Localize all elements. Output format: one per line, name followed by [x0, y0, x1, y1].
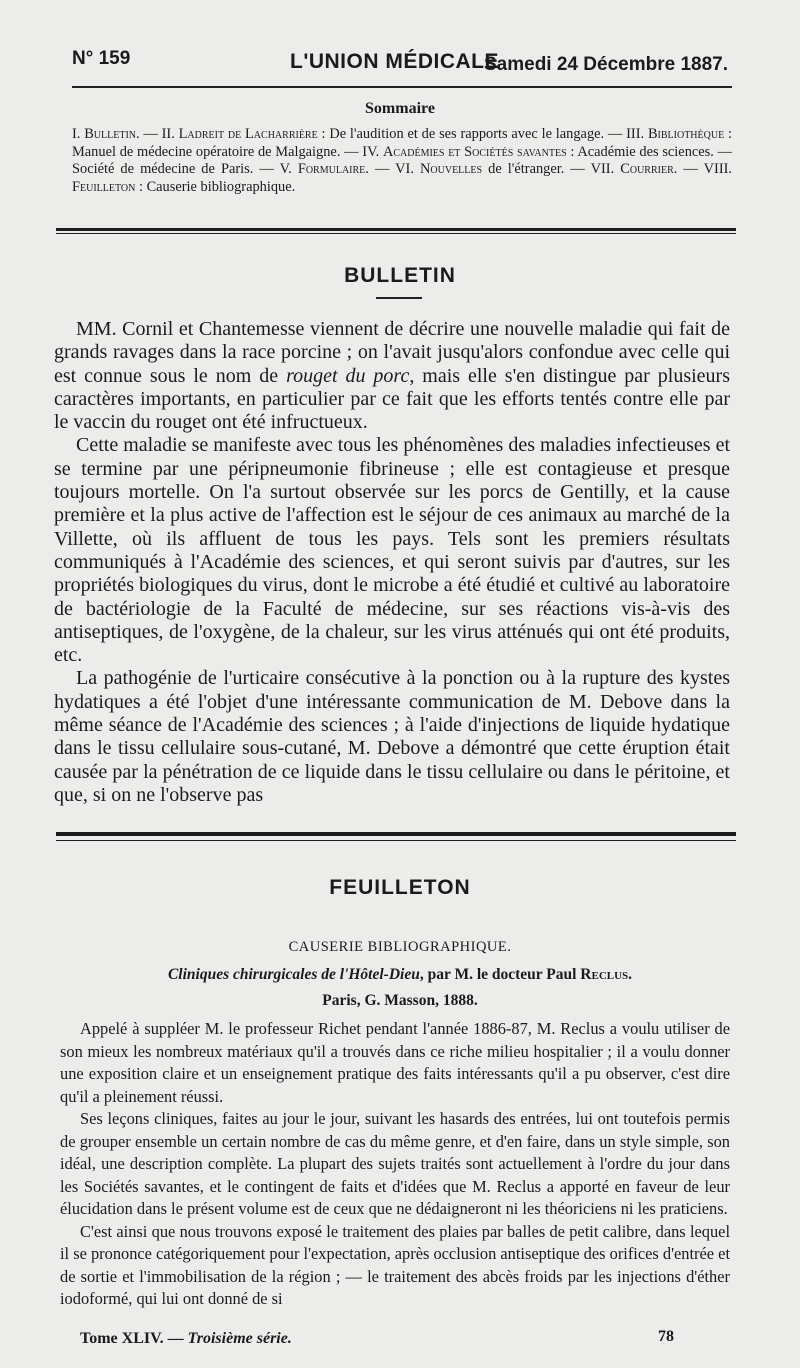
book-publisher: Paris, G. Masson, 1888.: [322, 992, 478, 1009]
sommaire-item: VIII. Feuilleton : Causerie bibliographique.: [72, 161, 733, 195]
book-reference: Cliniques chirurgicales de l'Hôtel-Dieu, par M. le docteur Paul Reclus.: [167, 966, 633, 983]
tome-series: Tome XLIV. — Troisième série.: [80, 1330, 292, 1347]
feuilleton-paragraph: Appelé à suppléer M. le professeur Richet pendant l'année 1886-87, M. Reclus a voulu utiliser de son mieux les nombreux matériaux qu'il a trouvés dans ce riche milieu hospitalier ; il a voulu donner une exposition claire et un enseignement pratique des faits intéressants qu'il a pu observer, c'est dire qu'il a pleinement réussi.: [60, 1019, 730, 1106]
feuilleton-paragraph: Ses leçons cliniques, faites au jour le jour, suivant les hasards des entrées, lui ont toutefois permis de grouper ensemble un certain nombre de cas du même genre, et d'en faire, dans un style simple, son idéal, une description complète. La plupart des sujets traités sont actuellement à l'ordre du jour dans les Sociétés savantes, et le contingent de faits et d'idées que M. Reclus a apporté en faveur de leur élucidation dans le présent volume est de ceux que ne dédaigneront ni les théoriciens ni les praticiens.: [60, 1109, 730, 1218]
sommaire-list: [72, 126, 732, 196]
issue-date-year: 1887.: [680, 54, 728, 75]
section-divider: [56, 228, 736, 231]
feuilleton-heading: FEUILLETON: [329, 876, 471, 899]
feuilleton-paragraph: C'est ainsi que nous trouvons exposé le traitement des plaies par balles de petit calibre, dans lequel il se prononce catégoriquement pour l'expectation, après occlusion antiseptique des orifices d'entrée et de sortie et l'immobilisation de la région ; — le traitement des abcès froids par les injections d'éther iodoformé, qui lui ont donné de si: [60, 1221, 730, 1308]
feuilleton-body: [60, 1018, 730, 1311]
feuilleton-divider: [56, 832, 736, 836]
bulletin-body: [54, 318, 730, 807]
journal-title: L'UNION MÉDICALE: [290, 50, 499, 73]
bulletin-paragraph: MM. Cornil et Chantemesse viennent de décrire une nouvelle maladie qui fait de grands ravages dans la race porcine ; on l'avait jusqu'alors confondue avec celle qui est connue sous le nom de rouget du porc, mais elle s'en distingue par plusieurs caractères importants, en particulier par ce fait que les efforts tentés contre elle par le vaccin du rouget ont été infructueux.: [54, 318, 730, 434]
bulletin-heading-rule: [376, 297, 422, 299]
sommaire-heading: Sommaire: [365, 100, 435, 117]
sommaire-item: II. Ladreit de Lacharrière : De l'audition et de ses rapports avec le langage. —: [161, 126, 627, 142]
page-number: 78: [658, 1328, 674, 1345]
feuilleton-divider-thin: [56, 840, 736, 841]
bulletin-paragraph: Cette maladie se manifeste avec tous les phénomènes des maladies infectieuses et se termine par une péripneumonie fibrineuse ; elle est contagieuse et presque toujours mortelle. On l'a surtout observée sur les porcs de Gentilly, et la cause première et la plus active de l'affection est le séjour de ces animaux au marché de la Villette, où ils affluent de tous les pays. Tels sont les premiers résultats communiqués à l'Académie des sciences, et qui seront suivis par d'autres, sur les propriétés biologiques du virus, dont le microbe a été étudié et cultivé au laboratoire de bactériologie de la Faculté de médecine, sur ses réactions vis-à-vis des antiseptiques, de l'oxygène, de la chaleur, sur les virus atténués qui ont été produits, etc.: [54, 434, 730, 667]
sommaire-item: VII. Courrier. —: [590, 161, 704, 177]
issue-number: N° 159: [72, 48, 131, 69]
section-divider-thin: [56, 233, 736, 234]
header-rule: [72, 86, 732, 88]
book-title: Cliniques chirurgicales de l'Hôtel-Dieu: [167, 966, 420, 983]
bulletin-heading: BULLETIN: [344, 264, 456, 287]
page-footer: [80, 1330, 680, 1354]
sommaire-item: IV. Académies et Sociétés savantes : Académie des sciences. — Société de médecine de Paris. —: [72, 143, 732, 177]
sommaire-item: V. Formulaire. —: [279, 161, 396, 177]
page-header: [72, 44, 732, 78]
feuilleton-subheading: CAUSERIE BIBLIOGRAPHIQUE.: [288, 939, 512, 955]
sommaire-item: VI. Nouvelles de l'étranger. —: [395, 161, 591, 177]
book-author: Reclus.: [580, 966, 633, 983]
sommaire-item: I. Bulletin. —: [72, 126, 162, 142]
bulletin-paragraph: La pathogénie de l'urticaire consécutive à la ponction ou à la rupture des kystes hydatiques a été l'objet d'une intéressante communication de M. Debove dans la même séance de l'Académie des sciences ; à l'aide d'injections de liquide hydatique dans le tissu cellulaire sous-cutané, M. Debove a démontré que cette éruption était causée par la pénétration de ce liquide dans le tissu cellulaire ou dans le péritoine, et que, si on ne l'observe pas: [54, 667, 730, 806]
issue-date-day: Samedi 24 Décembre: [484, 54, 676, 75]
issue-date: [484, 54, 728, 76]
sommaire-item: III. Bibliothèque : Manuel de médecine opératoire de Malgaigne. —: [72, 126, 732, 160]
